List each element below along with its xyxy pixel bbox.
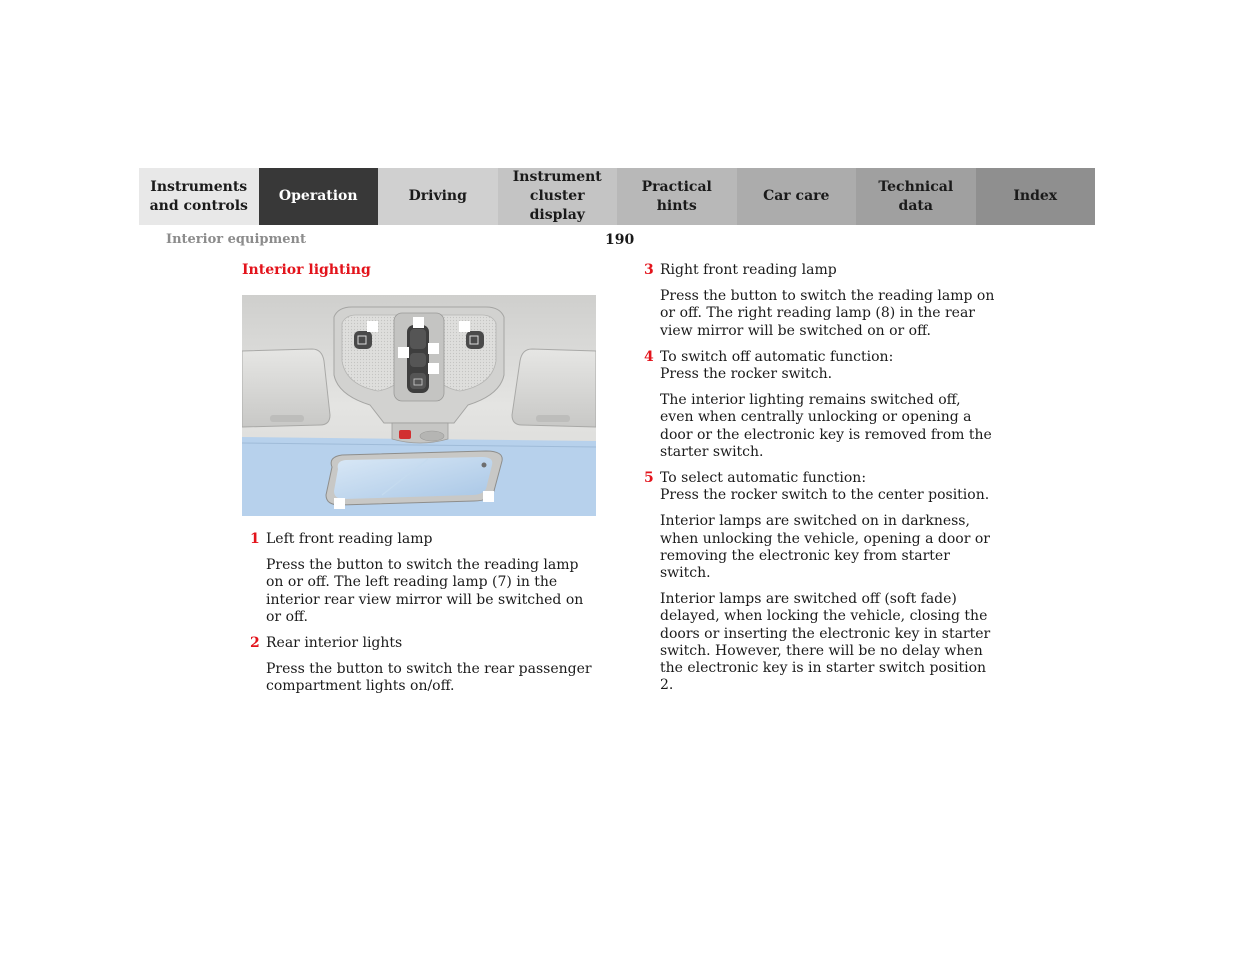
right-column [636, 262, 996, 703]
item-number: 2 [250, 635, 260, 652]
callout-marker-8 [483, 491, 494, 502]
list-item [242, 531, 592, 626]
page-number: 190 [605, 232, 635, 248]
tab-label: Operation [278, 188, 358, 204]
section-title: Interior lighting [242, 262, 371, 278]
item-heading: Rear interior lights [266, 635, 403, 652]
left-reading-lamp-button [354, 331, 372, 349]
item-paragraph: Press the button to switch the reading lamp on or off. The left reading lamp (7) in the interior rear view mirror will be switched on or off. [266, 557, 584, 625]
tab-technical-data[interactable] [856, 168, 976, 225]
tab-label: Car care [763, 188, 830, 204]
right-reading-lamp-button [466, 331, 484, 349]
item-paragraph: Press the button to switch the reading lamp on or off. The right reading lamp (8) in the rear view mirror will be switched on or off. [660, 288, 995, 339]
item-heading: Right front reading lamp [660, 262, 837, 278]
item-paragraph: Interior lamps are switched off (soft fade) delayed, when locking the vehicle, closing the doors or inserting the electronic key in starter switch. However, there will be no delay when the electronic key is in starter switch position 2. [660, 591, 991, 694]
item-number: 3 [644, 262, 654, 278]
callout-marker-5 [428, 343, 439, 354]
callout-marker-7 [334, 498, 345, 509]
tab-label: Technical data [878, 178, 954, 214]
item-heading: Left front reading lamp [266, 531, 433, 547]
list-item [636, 470, 996, 694]
tab-label: Practical hints [641, 178, 712, 214]
rear-view-mirror [326, 451, 502, 505]
tab-operation[interactable] [259, 168, 379, 225]
callout-marker-4 [398, 347, 409, 358]
running-title: Interior equipment [166, 232, 306, 247]
tab-index[interactable] [976, 168, 1096, 225]
right-sun-visor [512, 349, 596, 427]
item-heading: To switch off automatic function: Press the rocker switch. [660, 348, 894, 383]
item-paragraph: The interior lighting remains switched off, even when centrally unlocking or opening a door or the electronic key is removed from the starter switch. [660, 392, 992, 460]
tab-car-care[interactable] [737, 168, 857, 225]
list-item [636, 262, 996, 340]
left-column [242, 531, 592, 705]
callout-marker-2 [413, 317, 424, 328]
tab-driving[interactable] [378, 168, 498, 225]
chapter-tab-bar [139, 168, 1095, 225]
list-item [636, 349, 996, 461]
tab-label: Index [1013, 188, 1058, 204]
item-paragraph: Interior lamps are switched on in darkness, when unlocking the vehicle, opening a door or removing the electronic key from starter switch. [660, 513, 990, 582]
tab-practical-hints[interactable] [617, 168, 737, 225]
tab-label: Instrument cluster display [512, 169, 602, 223]
tab-instrument-cluster-display[interactable] [498, 168, 618, 225]
tab-label: Driving [408, 188, 467, 204]
item-heading: To select automatic function: Press the rocker switch to the center position. [660, 470, 990, 504]
callout-marker-6 [428, 363, 439, 374]
item-number: 1 [250, 531, 260, 547]
tab-label: Instruments and controls [149, 178, 248, 214]
left-sun-visor [242, 349, 330, 427]
tab-instruments-and-controls[interactable] [139, 168, 259, 225]
callout-marker-1 [367, 321, 378, 332]
item-paragraph: Press the button to switch the rear passenger compartment lights on/off. [266, 661, 592, 695]
list-item [242, 635, 592, 696]
callout-marker-3 [459, 321, 470, 332]
item-number: 5 [644, 470, 654, 487]
overhead-control-panel-illustration [242, 295, 596, 516]
item-number: 4 [644, 348, 654, 365]
